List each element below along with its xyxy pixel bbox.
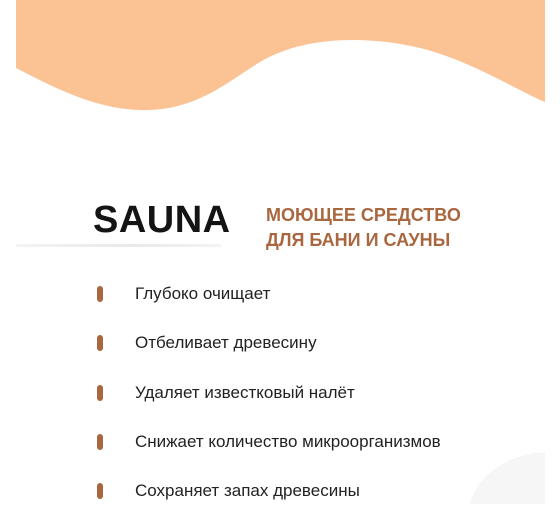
bullet-marker bbox=[97, 335, 103, 351]
feature-label: Отбеливает древесину bbox=[135, 333, 317, 352]
feature-label: Удаляет известковый налёт bbox=[135, 383, 355, 402]
feature-item bbox=[0, 281, 520, 311]
feature-item bbox=[0, 429, 520, 459]
brand-title: SAUNA bbox=[93, 199, 231, 241]
feature-label: Глубоко очищает bbox=[135, 284, 271, 303]
product-subtitle bbox=[266, 203, 506, 253]
top-wave-shape bbox=[16, 0, 545, 110]
bullet-marker bbox=[97, 385, 103, 401]
subtitle-line-1: МОЮЩЕЕ СРЕДСТВО bbox=[266, 205, 461, 225]
feature-label: Сохраняет запах древесины bbox=[135, 481, 360, 500]
feature-item bbox=[0, 330, 520, 360]
feature-label: Снижает количество микроорганизмов bbox=[135, 432, 441, 451]
brand-underline bbox=[16, 244, 221, 247]
subtitle-line-2: ДЛЯ БАНИ И САУНЫ bbox=[266, 230, 451, 250]
bullet-marker bbox=[97, 286, 103, 302]
bullet-marker bbox=[97, 483, 103, 499]
feature-item bbox=[0, 380, 520, 410]
bullet-marker bbox=[97, 434, 103, 450]
